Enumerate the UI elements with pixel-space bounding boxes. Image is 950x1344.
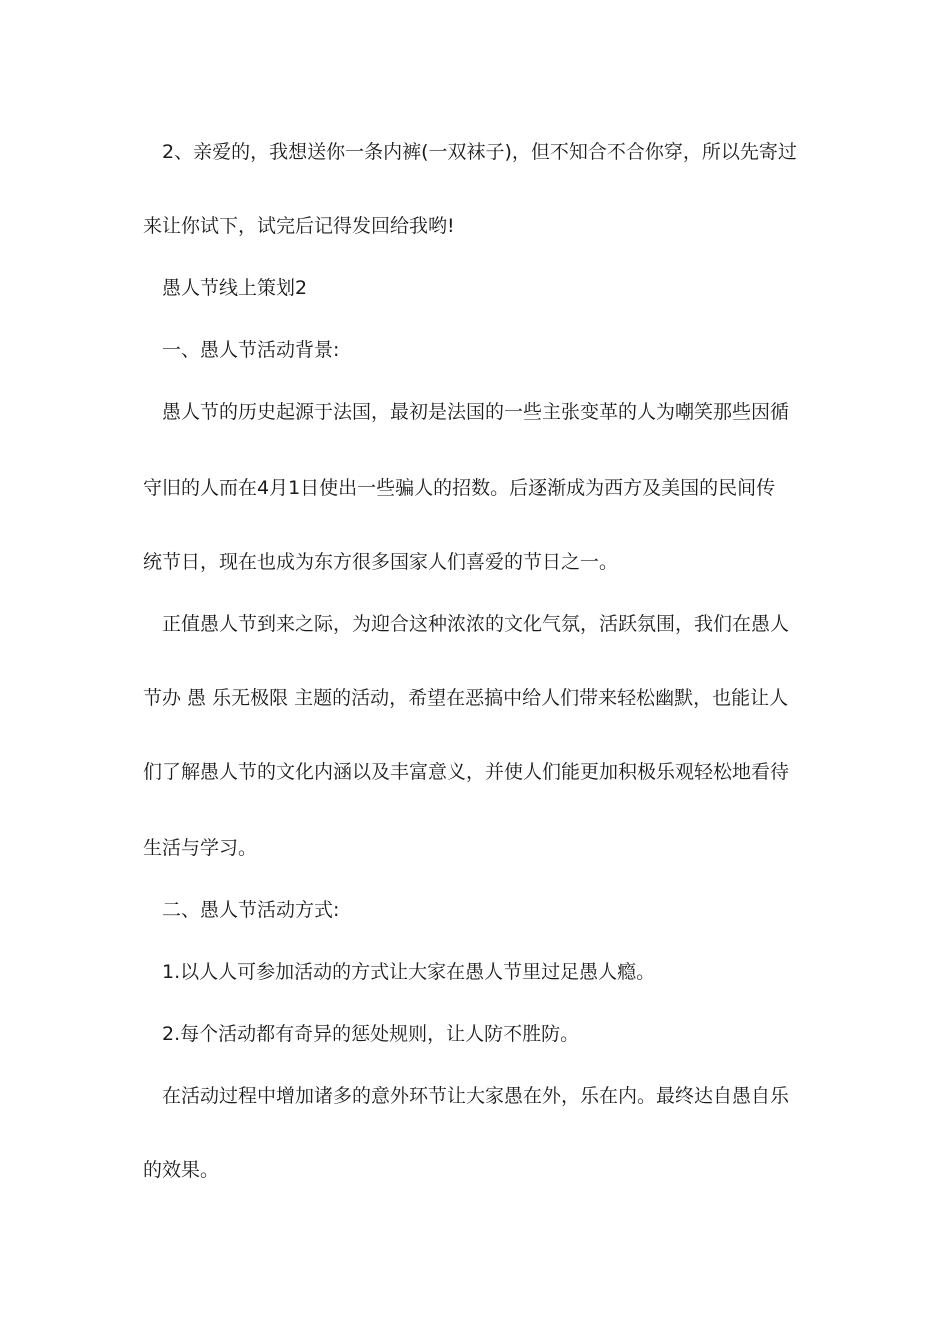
paragraph-line: 的效果。: [143, 1159, 220, 1181]
list-item: 1.以人人可参加活动的方式让大家在愚人节里过足愚人瘾。: [162, 961, 656, 983]
paragraph-line: 节办 愚 乐无极限 主题的活动，希望在恶搞中给人们带来轻松幽默，也能让人: [143, 687, 789, 709]
paragraph-line: 生活与学习。: [143, 837, 258, 859]
paragraph-line: 守旧的人而在4月1日使出一些骗人的招数。后逐渐成为西方及美国的民间传: [143, 477, 776, 499]
section-heading: 一、愚人节活动背景:: [162, 339, 340, 361]
paragraph-line: 统节日，现在也成为东方很多国家人们喜爱的节日之一。: [143, 551, 619, 573]
section-heading: 二、愚人节活动方式:: [162, 899, 340, 921]
paragraph-line: 正值愚人节到来之际，为迎合这种浓浓的文化气氛，活跃氛围，我们在愚人: [162, 613, 790, 635]
paragraph-line: 愚人节的历史起源于法国，最初是法国的一些主张变革的人为嘲笑那些因循: [162, 401, 790, 423]
paragraph-line: 2、亲爱的，我想送你一条内裤(一双袜子)，但不知合不合你穿，所以先寄过: [162, 141, 797, 163]
list-item: 2.每个活动都有奇异的惩处规则，让人防不胜防。: [162, 1023, 580, 1045]
paragraph-line: 来让你试下，试完后记得发回给我哟!: [143, 215, 455, 237]
section-title: 愚人节线上策划2: [162, 277, 308, 299]
paragraph-line: 们了解愚人节的文化内涵以及丰富意义，并使人们能更加积极乐观轻松地看待: [143, 761, 790, 783]
paragraph-line: 在活动过程中增加诸多的意外环节让大家愚在外，乐在内。最终达自愚自乐: [162, 1085, 790, 1107]
